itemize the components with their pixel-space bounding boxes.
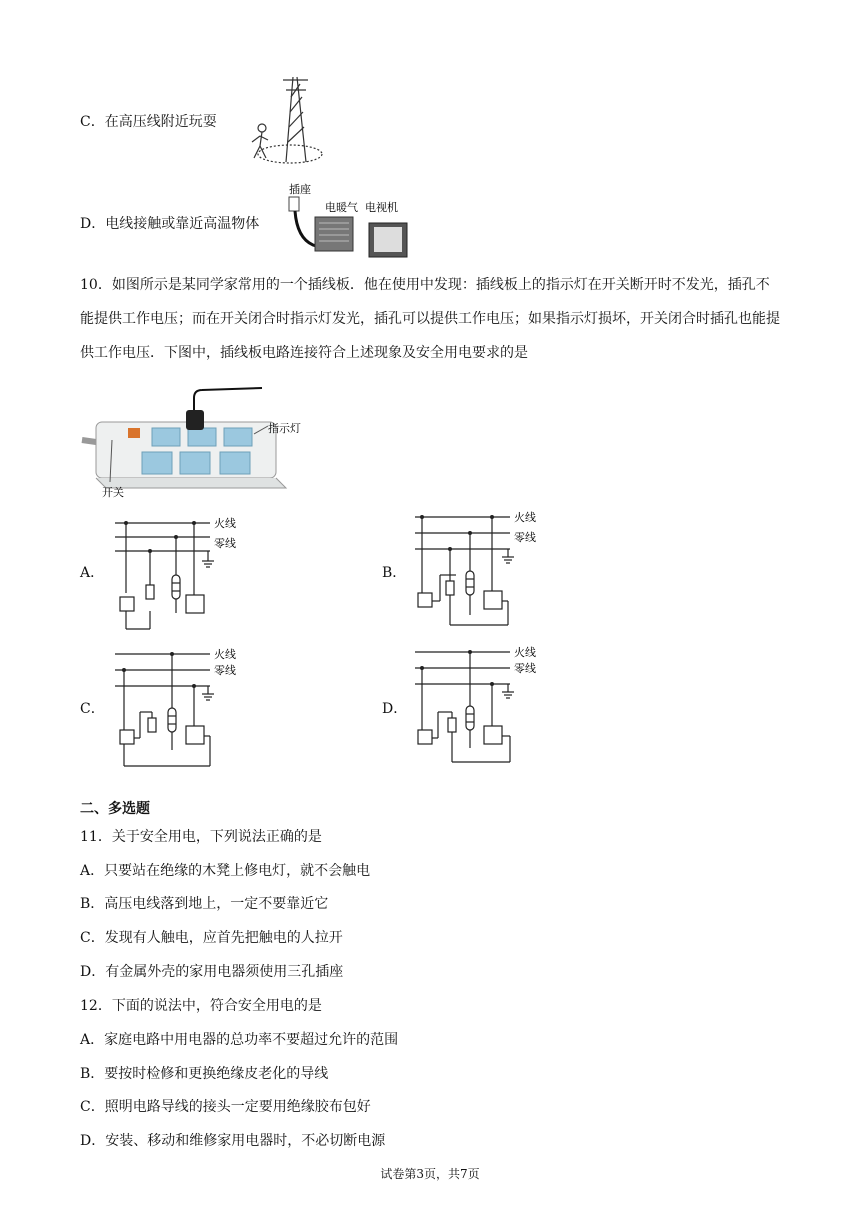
q12-option-b: B．要按时检修和更换绝缘皮老化的导线: [80, 1066, 329, 1082]
circuit-a: [110, 513, 250, 638]
q9-option-c: C．在高压线附近玩耍: [80, 114, 217, 130]
a-live-label: 火线: [214, 517, 236, 530]
circuit-b: [410, 505, 550, 635]
power-strip-illustration: [82, 384, 312, 504]
q11-option-b: B．高压电线落到地上，一定不要靠近它: [80, 896, 329, 912]
heater-label: 电暖气: [325, 201, 358, 214]
option-d-label: D．: [382, 701, 408, 717]
q10-stem: 10．如图所示是某同学家常用的一个插线板．他在使用中发现：插线板上的指示灯在开关断开时不发光，插孔不能提供工作电压；而在开关闭合时指示灯发光，插孔可以提供工作电压；如果指示灯损坏，开关闭合时插孔也能提供工作电压．下图中，插线板电路连接符合上述现象及安全用电要求的是: [80, 277, 780, 361]
option-a-label: A．: [80, 565, 105, 581]
q12-option-c: C．照明电路导线的接头一定要用绝缘胶布包好: [80, 1099, 371, 1115]
switch-label: 开关: [102, 486, 124, 499]
circuit-d: [410, 642, 550, 772]
indicator-label: 指示灯: [268, 422, 301, 435]
q11-option-d: D．有金属外壳的家用电器须使用三孔插座: [80, 964, 344, 980]
high-voltage-tower-illustration: [238, 72, 323, 172]
option-c-label: C．: [80, 701, 105, 717]
option-b-label: B．: [382, 565, 407, 581]
d-live-label: 火线: [514, 646, 536, 659]
q11-option-a: A．只要站在绝缘的木凳上修电灯，就不会触电: [80, 863, 371, 879]
c-live-label: 火线: [214, 648, 236, 661]
a-neutral-label: 零线: [214, 537, 236, 550]
circuit-c: [110, 642, 250, 772]
b-neutral-label: 零线: [514, 531, 536, 544]
socket-label: 插座: [289, 183, 311, 196]
q9-option-d: D．电线接触或靠近高温物体: [80, 216, 260, 232]
appliances-illustration: [283, 183, 413, 263]
b-live-label: 火线: [514, 511, 536, 524]
q12-option-a: A．家庭电路中用电器的总功率不要超过允许的范围: [80, 1032, 399, 1048]
q12-option-d: D．安装、移动和维修家用电器时，不必切断电源: [80, 1133, 386, 1149]
q12-stem: 12．下面的说法中，符合安全用电的是: [80, 998, 322, 1014]
tv-label: 电视机: [365, 201, 398, 214]
section-title: 二、多选题: [80, 801, 150, 817]
q11-stem: 11．关于安全用电，下列说法正确的是: [80, 829, 322, 845]
c-neutral-label: 零线: [214, 664, 236, 677]
q11-option-c: C．发现有人触电，应首先把触电的人拉开: [80, 930, 343, 946]
page-footer: 试卷第3页，共7页: [380, 1167, 480, 1181]
d-neutral-label: 零线: [514, 662, 536, 675]
